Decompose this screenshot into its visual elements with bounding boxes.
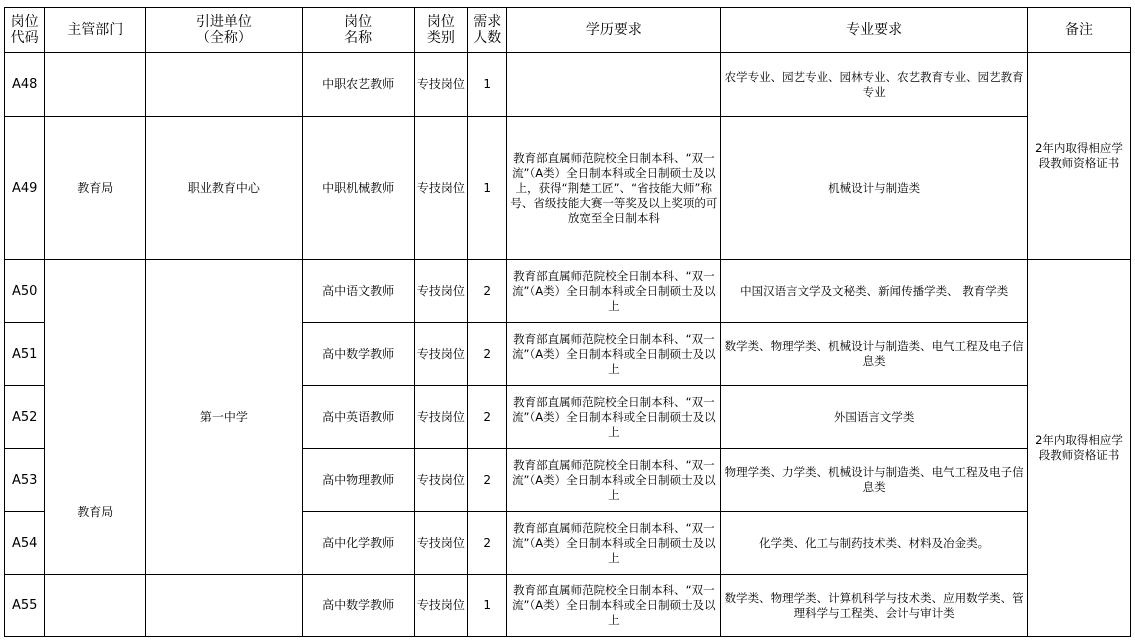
ptype-cell: 专技岗位	[414, 449, 467, 512]
table-row	[5, 575, 1131, 637]
dept-cell-empty	[45, 575, 146, 637]
code-cell: A53	[5, 449, 45, 512]
count-cell: 2	[468, 449, 507, 512]
count-cell: 1	[468, 575, 507, 637]
unit-cell-empty	[146, 575, 302, 637]
post-cell: 高中物理教师	[302, 449, 414, 512]
count-cell: 2	[468, 386, 507, 449]
code-cell: A52	[5, 386, 45, 449]
count-cell: 1	[468, 53, 507, 117]
ptype-cell: 专技岗位	[414, 575, 467, 637]
unit-cell: 第一中学	[146, 260, 302, 575]
edu-cell: 教育部直属师范院校全日制本科、“双一流”（A类）全日制本科或全日制硕士及以上，获得“荆楚工匠”、“省技能大师”称号、省级技能大赛一等奖及以上奖项的可放宽至全日制本科	[507, 117, 721, 260]
code-cell: A48	[5, 53, 45, 117]
post-cell: 中职农艺教师	[302, 53, 414, 117]
header-note: 备注	[1028, 8, 1131, 53]
header-dept: 主管部门	[45, 8, 146, 53]
header-ptype: 岗位 类别	[414, 8, 467, 53]
edu-cell: 教育部直属师范院校全日制本科、“双一流”（A类）全日制本科或全日制硕士及以上	[507, 512, 721, 575]
count-cell: 2	[468, 512, 507, 575]
unit-cell-empty	[146, 53, 302, 117]
count-cell: 2	[468, 323, 507, 386]
edu-cell: 教育部直属师范院校全日制本科、“双一流”（A类）全日制本科或全日制硕士及以上	[507, 386, 721, 449]
major-cell: 物理学类、力学类、机械设计与制造类、电气工程及电子信息类	[721, 449, 1028, 512]
edu-cell: 教育部直属师范院校全日制本科、“双一流”（A类）全日制本科或全日制硕士及以上	[507, 575, 721, 637]
table-row	[5, 117, 1131, 260]
edu-cell: 教育部直属师范院校全日制本科、“双一流”（A类）全日制本科或全日制硕士及以上	[507, 260, 721, 323]
post-cell: 高中化学教师	[302, 512, 414, 575]
code-cell: A50	[5, 260, 45, 323]
ptype-cell: 专技岗位	[414, 512, 467, 575]
count-cell: 1	[468, 117, 507, 260]
code-cell: A49	[5, 117, 45, 260]
unit-cell: 职业教育中心	[146, 117, 302, 260]
table-row	[5, 53, 1131, 117]
edu-cell-empty	[507, 53, 721, 117]
post-cell: 高中语文教师	[302, 260, 414, 323]
major-cell: 数学类、物理学类、机械设计与制造类、电气工程及电子信息类	[721, 323, 1028, 386]
header-unit: 引进单位 （全称）	[146, 8, 302, 53]
note-cell: 2年内取得相应学段教师资格证书	[1028, 53, 1131, 260]
code-cell: A51	[5, 323, 45, 386]
ptype-cell: 专技岗位	[414, 323, 467, 386]
post-cell: 高中数学教师	[302, 323, 414, 386]
major-cell: 数学类、物理学类、计算机科学与技术类、应用数学类、管理科学与工程类、会计与审计类	[721, 575, 1028, 637]
ptype-cell: 专技岗位	[414, 386, 467, 449]
table-row	[5, 260, 1131, 323]
code-cell: A54	[5, 512, 45, 575]
ptype-cell: 专技岗位	[414, 260, 467, 323]
code-cell: A55	[5, 575, 45, 637]
dept-cell-empty	[45, 53, 146, 117]
ptype-cell: 专技岗位	[414, 117, 467, 260]
major-cell: 外国语言文学类	[721, 386, 1028, 449]
header-row	[5, 8, 1131, 53]
major-cell: 中国汉语言文学及文秘类、新闻传播学类、 教育学类	[721, 260, 1028, 323]
ptype-cell: 专技岗位	[414, 53, 467, 117]
header-edu: 学历要求	[507, 8, 721, 53]
major-cell: 化学类、化工与制药技术类、材料及冶金类。	[721, 512, 1028, 575]
header-code: 岗位 代码	[5, 8, 45, 53]
header-post: 岗位 名称	[302, 8, 414, 53]
count-cell: 2	[468, 260, 507, 323]
recruitment-table	[4, 7, 1131, 637]
edu-cell: 教育部直属师范院校全日制本科、“双一流”（A类）全日制本科或全日制硕士及以上	[507, 323, 721, 386]
header-count: 需求 人数	[468, 8, 507, 53]
major-cell: 机械设计与制造类	[721, 117, 1028, 260]
note-cell: 2年内取得相应学段教师资格证书	[1028, 260, 1131, 637]
header-major: 专业要求	[721, 8, 1028, 53]
major-cell: 农学专业、园艺专业、园林专业、农艺教育专业、园艺教育专业	[721, 53, 1028, 117]
post-cell: 高中数学教师	[302, 575, 414, 637]
post-cell: 高中英语教师	[302, 386, 414, 449]
dept-cell: 教育局	[45, 260, 146, 575]
dept-cell: 教育局	[45, 117, 146, 260]
edu-cell: 教育部直属师范院校全日制本科、“双一流”（A类）全日制本科或全日制硕士及以上	[507, 449, 721, 512]
post-cell: 中职机械教师	[302, 117, 414, 260]
